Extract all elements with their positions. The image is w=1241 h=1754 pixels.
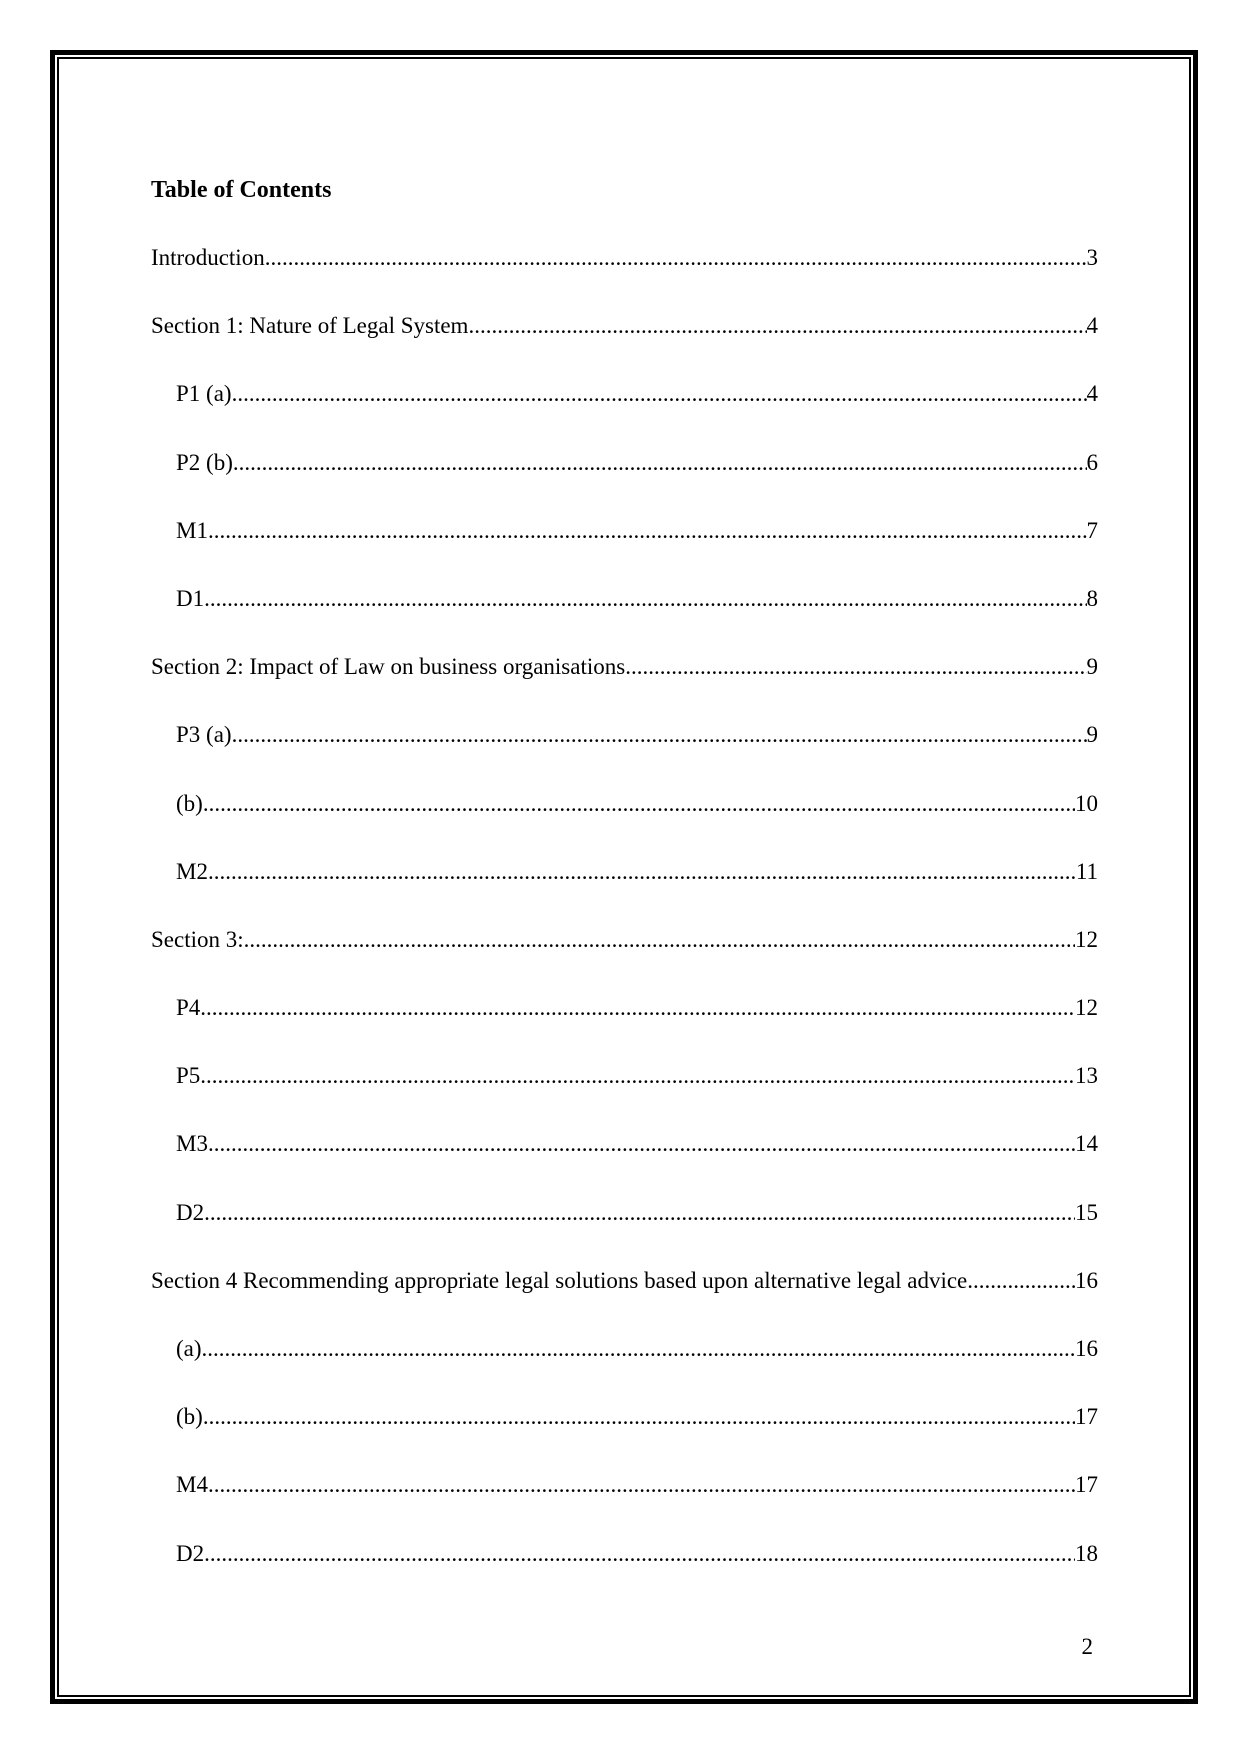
- toc-entry-page: 4: [1086, 381, 1098, 407]
- toc-entry-p5[interactable]: [151, 1061, 1098, 1129]
- toc-entry-label: M1: [176, 517, 208, 543]
- toc-entry-label: M4: [176, 1472, 208, 1498]
- toc-list: [151, 243, 1098, 1607]
- toc-dot-leader: [208, 857, 1076, 887]
- toc-entry-label: D2: [176, 1199, 205, 1225]
- toc-entry-introduction[interactable]: [151, 243, 1098, 311]
- toc-entry-page: 15: [1075, 1199, 1098, 1225]
- toc-entry-label: (b): [176, 1404, 203, 1430]
- toc-entry-label: P3 (a): [176, 722, 232, 748]
- toc-entry-section-4[interactable]: [151, 1266, 1098, 1334]
- toc-entry-label: D2: [176, 1540, 205, 1566]
- toc-entry-page: 12: [1075, 995, 1098, 1021]
- toc-entry-page: 9: [1086, 654, 1098, 680]
- toc-entry-d2-section-3[interactable]: [151, 1198, 1098, 1266]
- toc-entry-page: 11: [1075, 858, 1098, 884]
- toc-entry-label: P5: [176, 1063, 201, 1089]
- toc-dot-leader: [204, 1198, 1075, 1228]
- toc-dot-leader: [203, 789, 1075, 819]
- toc-entry-page: 14: [1075, 1131, 1098, 1157]
- toc-entry-page: 12: [1075, 926, 1098, 952]
- toc-entry-label: Section 1: Nature of Legal System: [151, 313, 469, 339]
- toc-dot-leader: [468, 311, 1086, 341]
- toc-entry-page: 9: [1086, 722, 1098, 748]
- toc-entry-page: 13: [1075, 1063, 1098, 1089]
- toc-entry-label: (b): [176, 790, 203, 816]
- toc-entry-a-section-4[interactable]: [151, 1334, 1098, 1402]
- toc-entry-page: 10: [1075, 790, 1098, 816]
- toc-dot-leader: [203, 1402, 1075, 1432]
- toc-dot-leader: [967, 1266, 1075, 1296]
- toc-entry-section-1[interactable]: [151, 311, 1098, 379]
- toc-dot-leader: [625, 652, 1086, 682]
- toc-entry-b-section-2[interactable]: [151, 789, 1098, 857]
- toc-entry-label: M3: [176, 1131, 208, 1157]
- toc-entry-label: Section 4 Recommending appropriate legal solutions based upon alternative legal advice: [151, 1267, 968, 1293]
- toc-entry-page: 18: [1075, 1540, 1098, 1566]
- toc-dot-leader: [232, 720, 1087, 750]
- toc-entry-m4[interactable]: [151, 1470, 1098, 1538]
- toc-dot-leader: [244, 925, 1075, 955]
- toc-entry-m2[interactable]: [151, 857, 1098, 925]
- toc-dot-leader: [200, 1061, 1075, 1091]
- toc-entry-section-3[interactable]: [151, 925, 1098, 993]
- toc-entry-d2-section-4[interactable]: [151, 1539, 1098, 1607]
- toc-entry-page: 8: [1086, 585, 1098, 611]
- toc-entry-label: P2 (b): [176, 449, 233, 475]
- toc-dot-leader: [208, 1470, 1075, 1500]
- toc-entry-page: 6: [1086, 449, 1098, 475]
- toc-entry-label: P4: [176, 995, 201, 1021]
- toc-entry-page: 17: [1075, 1472, 1098, 1498]
- toc-dot-leader: [233, 448, 1087, 478]
- toc-dot-leader: [208, 516, 1087, 546]
- toc-entry-page: 3: [1086, 245, 1098, 270]
- toc-entry-p4[interactable]: [151, 993, 1098, 1061]
- toc-entry-p1a[interactable]: [151, 379, 1098, 447]
- toc-entry-page: 4: [1086, 313, 1098, 339]
- toc-entry-label: P1 (a): [176, 381, 232, 407]
- toc-dot-leader: [200, 993, 1075, 1023]
- toc-dot-leader: [204, 1539, 1075, 1569]
- toc-entry-label: (a): [176, 1336, 202, 1361]
- toc-entry-d1[interactable]: [151, 584, 1098, 652]
- toc-title: Table of Contents: [151, 177, 332, 203]
- toc-entry-label: M2: [176, 858, 208, 884]
- toc-dot-leader: [204, 584, 1086, 614]
- toc-entry-m1[interactable]: [151, 516, 1098, 584]
- toc-entry-label: Introduction: [151, 245, 265, 270]
- toc-entry-page: 17: [1075, 1404, 1098, 1430]
- toc-dot-leader: [202, 1334, 1075, 1364]
- toc-entry-label: Section 2: Impact of Law on business organisations: [151, 654, 626, 680]
- toc-entry-page: 16: [1075, 1267, 1098, 1293]
- toc-entry-section-2[interactable]: [151, 652, 1098, 720]
- page-number: 2: [1081, 1634, 1093, 1659]
- toc-entry-page: 16: [1075, 1336, 1098, 1361]
- toc-dot-leader: [265, 243, 1087, 273]
- toc-entry-p3a[interactable]: [151, 720, 1098, 788]
- toc-entry-label: D1: [176, 585, 205, 611]
- toc-entry-page: 7: [1086, 517, 1098, 543]
- toc-dot-leader: [232, 379, 1087, 409]
- toc-entry-p2b[interactable]: [151, 448, 1098, 516]
- toc-entry-label: Section 3:: [151, 926, 244, 952]
- toc-entry-b-section-4[interactable]: [151, 1402, 1098, 1470]
- toc-dot-leader: [208, 1129, 1075, 1159]
- toc-entry-m3[interactable]: [151, 1129, 1098, 1197]
